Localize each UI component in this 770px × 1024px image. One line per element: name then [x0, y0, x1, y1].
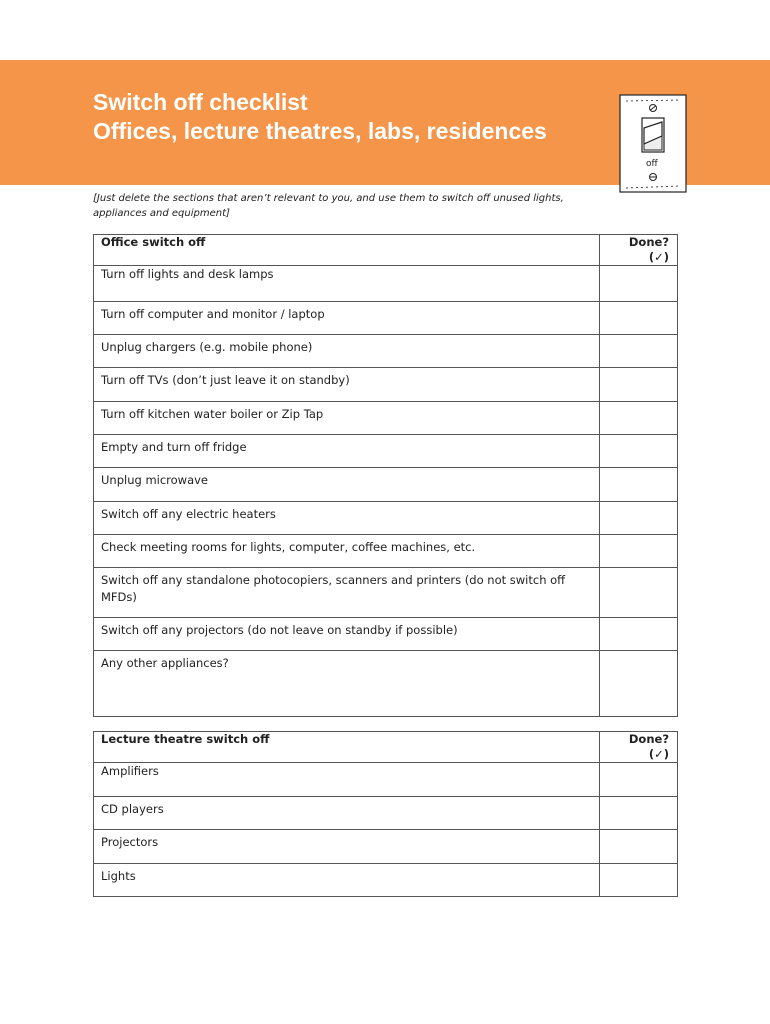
instruction-note: [Just delete the sections that aren’t relevant to you, and use them to switch off unused lights, appliances and equipment] — [93, 193, 564, 219]
office-item-8: Switch off any electric heaters — [94, 502, 600, 535]
table-row — [94, 368, 678, 402]
table-row — [94, 502, 678, 535]
table-row — [94, 797, 678, 830]
office-item-2: Turn off computer and monitor / laptop — [94, 302, 600, 335]
table-row — [94, 402, 678, 435]
done-checkbox-cell[interactable] — [600, 468, 678, 502]
done-checkbox-cell[interactable] — [600, 435, 678, 468]
lecture-item-1: Amplifiers — [94, 763, 600, 797]
done-checkbox-cell[interactable] — [600, 535, 678, 568]
lecture-checklist-table — [93, 731, 678, 897]
office-done-heading: Done? (✓) — [600, 235, 678, 266]
table-row — [94, 266, 678, 302]
done-checkbox-cell[interactable] — [600, 302, 678, 335]
office-item-3: Unplug chargers (e.g. mobile phone) — [94, 335, 600, 368]
done-checkbox-cell[interactable] — [600, 830, 678, 864]
table-row — [94, 618, 678, 651]
table-row — [94, 568, 678, 618]
table-row — [94, 535, 678, 568]
done-checkbox-cell[interactable] — [600, 368, 678, 402]
table-row — [94, 302, 678, 335]
office-checklist-table — [93, 234, 678, 717]
lecture-done-heading: Done? (✓) — [600, 732, 678, 763]
lecture-item-2: CD players — [94, 797, 600, 830]
done-checkbox-cell[interactable] — [600, 797, 678, 830]
done-checkbox-cell[interactable] — [600, 266, 678, 302]
lecture-item-3: Projectors — [94, 830, 600, 864]
table-row — [94, 435, 678, 468]
done-checkbox-cell[interactable] — [600, 502, 678, 535]
lecture-header-row — [94, 732, 678, 763]
title-line-2: Offices, lecture theatres, labs, residences — [93, 118, 547, 144]
title-line-1: Switch off checklist — [93, 89, 308, 115]
table-row — [94, 468, 678, 502]
office-item-11: Switch off any projectors (do not leave on standby if possible) — [94, 618, 600, 651]
done-checkbox-cell[interactable] — [600, 618, 678, 651]
table-row — [94, 864, 678, 897]
light-switch-icon — [616, 92, 690, 196]
office-item-10: Switch off any standalone photocopiers, scanners and printers (do not switch off MFDs) — [94, 568, 600, 618]
done-checkbox-cell[interactable] — [600, 335, 678, 368]
office-item-6: Empty and turn off fridge — [94, 435, 600, 468]
done-checkbox-cell[interactable] — [600, 763, 678, 797]
office-item-7: Unplug microwave — [94, 468, 600, 502]
office-item-5: Turn off kitchen water boiler or Zip Tap — [94, 402, 600, 435]
table-row — [94, 763, 678, 797]
page-title — [93, 88, 547, 146]
office-header-row — [94, 235, 678, 266]
office-item-9: Check meeting rooms for lights, computer, coffee machines, etc. — [94, 535, 600, 568]
done-checkbox-cell[interactable] — [600, 651, 678, 717]
lecture-heading: Lecture theatre switch off — [94, 732, 600, 763]
table-row — [94, 651, 678, 717]
done-checkbox-cell[interactable] — [600, 568, 678, 618]
done-checkbox-cell[interactable] — [600, 864, 678, 897]
switch-label: off — [646, 159, 658, 169]
done-checkbox-cell[interactable] — [600, 402, 678, 435]
table-row — [94, 830, 678, 864]
office-item-4: Turn off TVs (don’t just leave it on standby) — [94, 368, 600, 402]
office-heading: Office switch off — [94, 235, 600, 266]
office-item-1: Turn off lights and desk lamps — [94, 266, 600, 302]
table-row — [94, 335, 678, 368]
office-item-12: Any other appliances? — [94, 651, 600, 717]
lecture-item-4: Lights — [94, 864, 600, 897]
